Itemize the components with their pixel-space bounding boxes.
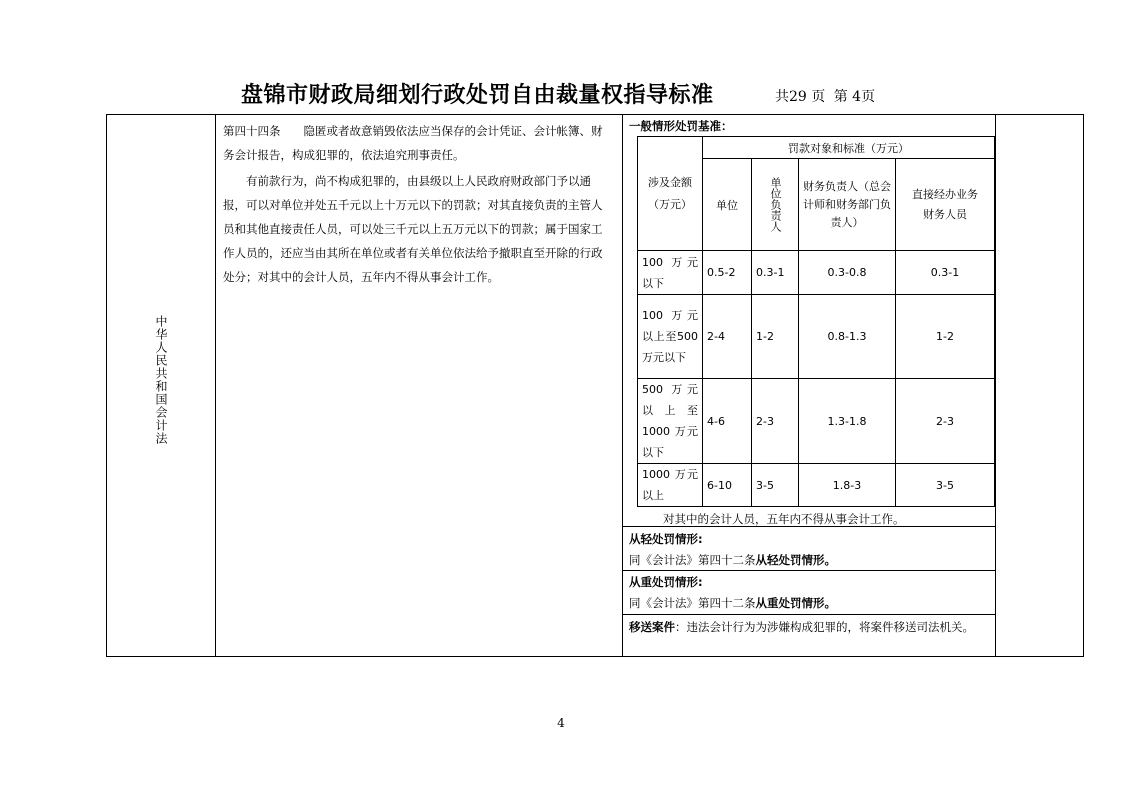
row-divider	[623, 570, 995, 571]
finance-leader-cell: 0.3-0.8	[799, 251, 896, 295]
group-header: 罚款对象和标准（万元）	[703, 137, 995, 159]
general-tail-note: 对其中的会计人员，五年内不得从事会计工作。	[663, 512, 905, 526]
article-text	[223, 119, 613, 291]
table-row	[638, 464, 995, 507]
finance-leader-cell: 1.3-1.8	[799, 379, 896, 464]
unit-leader-cell: 1-2	[752, 295, 799, 379]
row-divider	[623, 526, 995, 527]
document-title: 盘锦市财政局细划行政处罚自由裁量权指导标准	[241, 83, 714, 108]
law-name: 中华人民共和国会计法	[154, 315, 168, 445]
lighter-label: 从轻处罚情形:	[629, 532, 703, 546]
finance-leader-header: 财务负责人（总会计师和财务部门负责人）	[799, 159, 896, 251]
direct-staff-cell: 2-3	[896, 379, 995, 464]
heavier-label: 从重处罚情形:	[629, 575, 703, 589]
page-header	[0, 78, 1122, 108]
article-paragraph-1: 第四十四条 隐匿或者故意销毁依法应当保存的会计凭证、会计帐簿、财务会计报告，构成犯罪的，依法追究刑事责任。	[223, 124, 603, 162]
table-row	[638, 295, 995, 379]
heavier-text: 同《会计法》第四十二条从重处罚情形。	[629, 596, 836, 610]
total-pages: 共29 页	[775, 89, 826, 105]
unit-header: 单位	[703, 159, 752, 251]
general-label: 一般情形处罚基准：	[629, 119, 733, 133]
page-info	[775, 86, 879, 106]
column-divider	[215, 115, 216, 656]
unit-cell: 4-6	[703, 379, 752, 464]
column-divider	[995, 115, 996, 656]
unit-leader-cell: 0.3-1	[752, 251, 799, 295]
amount-cell: 1000 万元以上	[638, 464, 703, 507]
table-row	[638, 251, 995, 295]
page-number: 4	[557, 716, 565, 730]
unit-cell: 2-4	[703, 295, 752, 379]
unit-leader-cell: 2-3	[752, 379, 799, 464]
finance-leader-cell: 1.8-3	[799, 464, 896, 507]
unit-leader-header: 单位负责人	[752, 159, 799, 251]
amount-cell: 500 万元以上至1000 万元以下	[638, 379, 703, 464]
table-row	[638, 137, 995, 159]
unit-cell: 6-10	[703, 464, 752, 507]
amount-cell: 100 万元以下	[638, 251, 703, 295]
direct-staff-cell: 1-2	[896, 295, 995, 379]
penalty-standard-column	[623, 115, 995, 656]
direct-staff-header: 直接经办业务财务人员	[896, 159, 995, 251]
lighter-text: 同《会计法》第四十二条从轻处罚情形。	[629, 553, 836, 567]
article-paragraph-2: 有前款行为，尚不构成犯罪的，由县级以上人民政府财政部门予以通报，可以对单位并处五千元以上十万元以下的罚款；对其直接负责的主管人员和其他直接责任人员，可以处三千元以上五万元以下的罚款；属于国家工作人员的，还应当由其所在单位或者有关单位依法给予撤职直至开除的行政处分；对其中的会计人员，五年内不得从事会计工作。	[223, 174, 603, 284]
current-page: 第 4页	[833, 89, 876, 105]
amount-header: 涉及金额（万元）	[638, 137, 703, 251]
penalty-table	[637, 136, 995, 507]
unit-leader-cell: 3-5	[752, 464, 799, 507]
direct-staff-cell: 3-5	[896, 464, 995, 507]
transfer-text: 移送案件：违法会计行为为涉嫌构成犯罪的，将案件移送司法机关。	[629, 620, 974, 634]
table-row	[638, 379, 995, 464]
row-divider	[623, 614, 995, 615]
standard-table	[106, 114, 1084, 657]
finance-leader-cell: 0.8-1.3	[799, 295, 896, 379]
direct-staff-cell: 0.3-1	[896, 251, 995, 295]
amount-cell: 100 万元以上至500 万元以下	[638, 295, 703, 379]
unit-cell: 0.5-2	[703, 251, 752, 295]
